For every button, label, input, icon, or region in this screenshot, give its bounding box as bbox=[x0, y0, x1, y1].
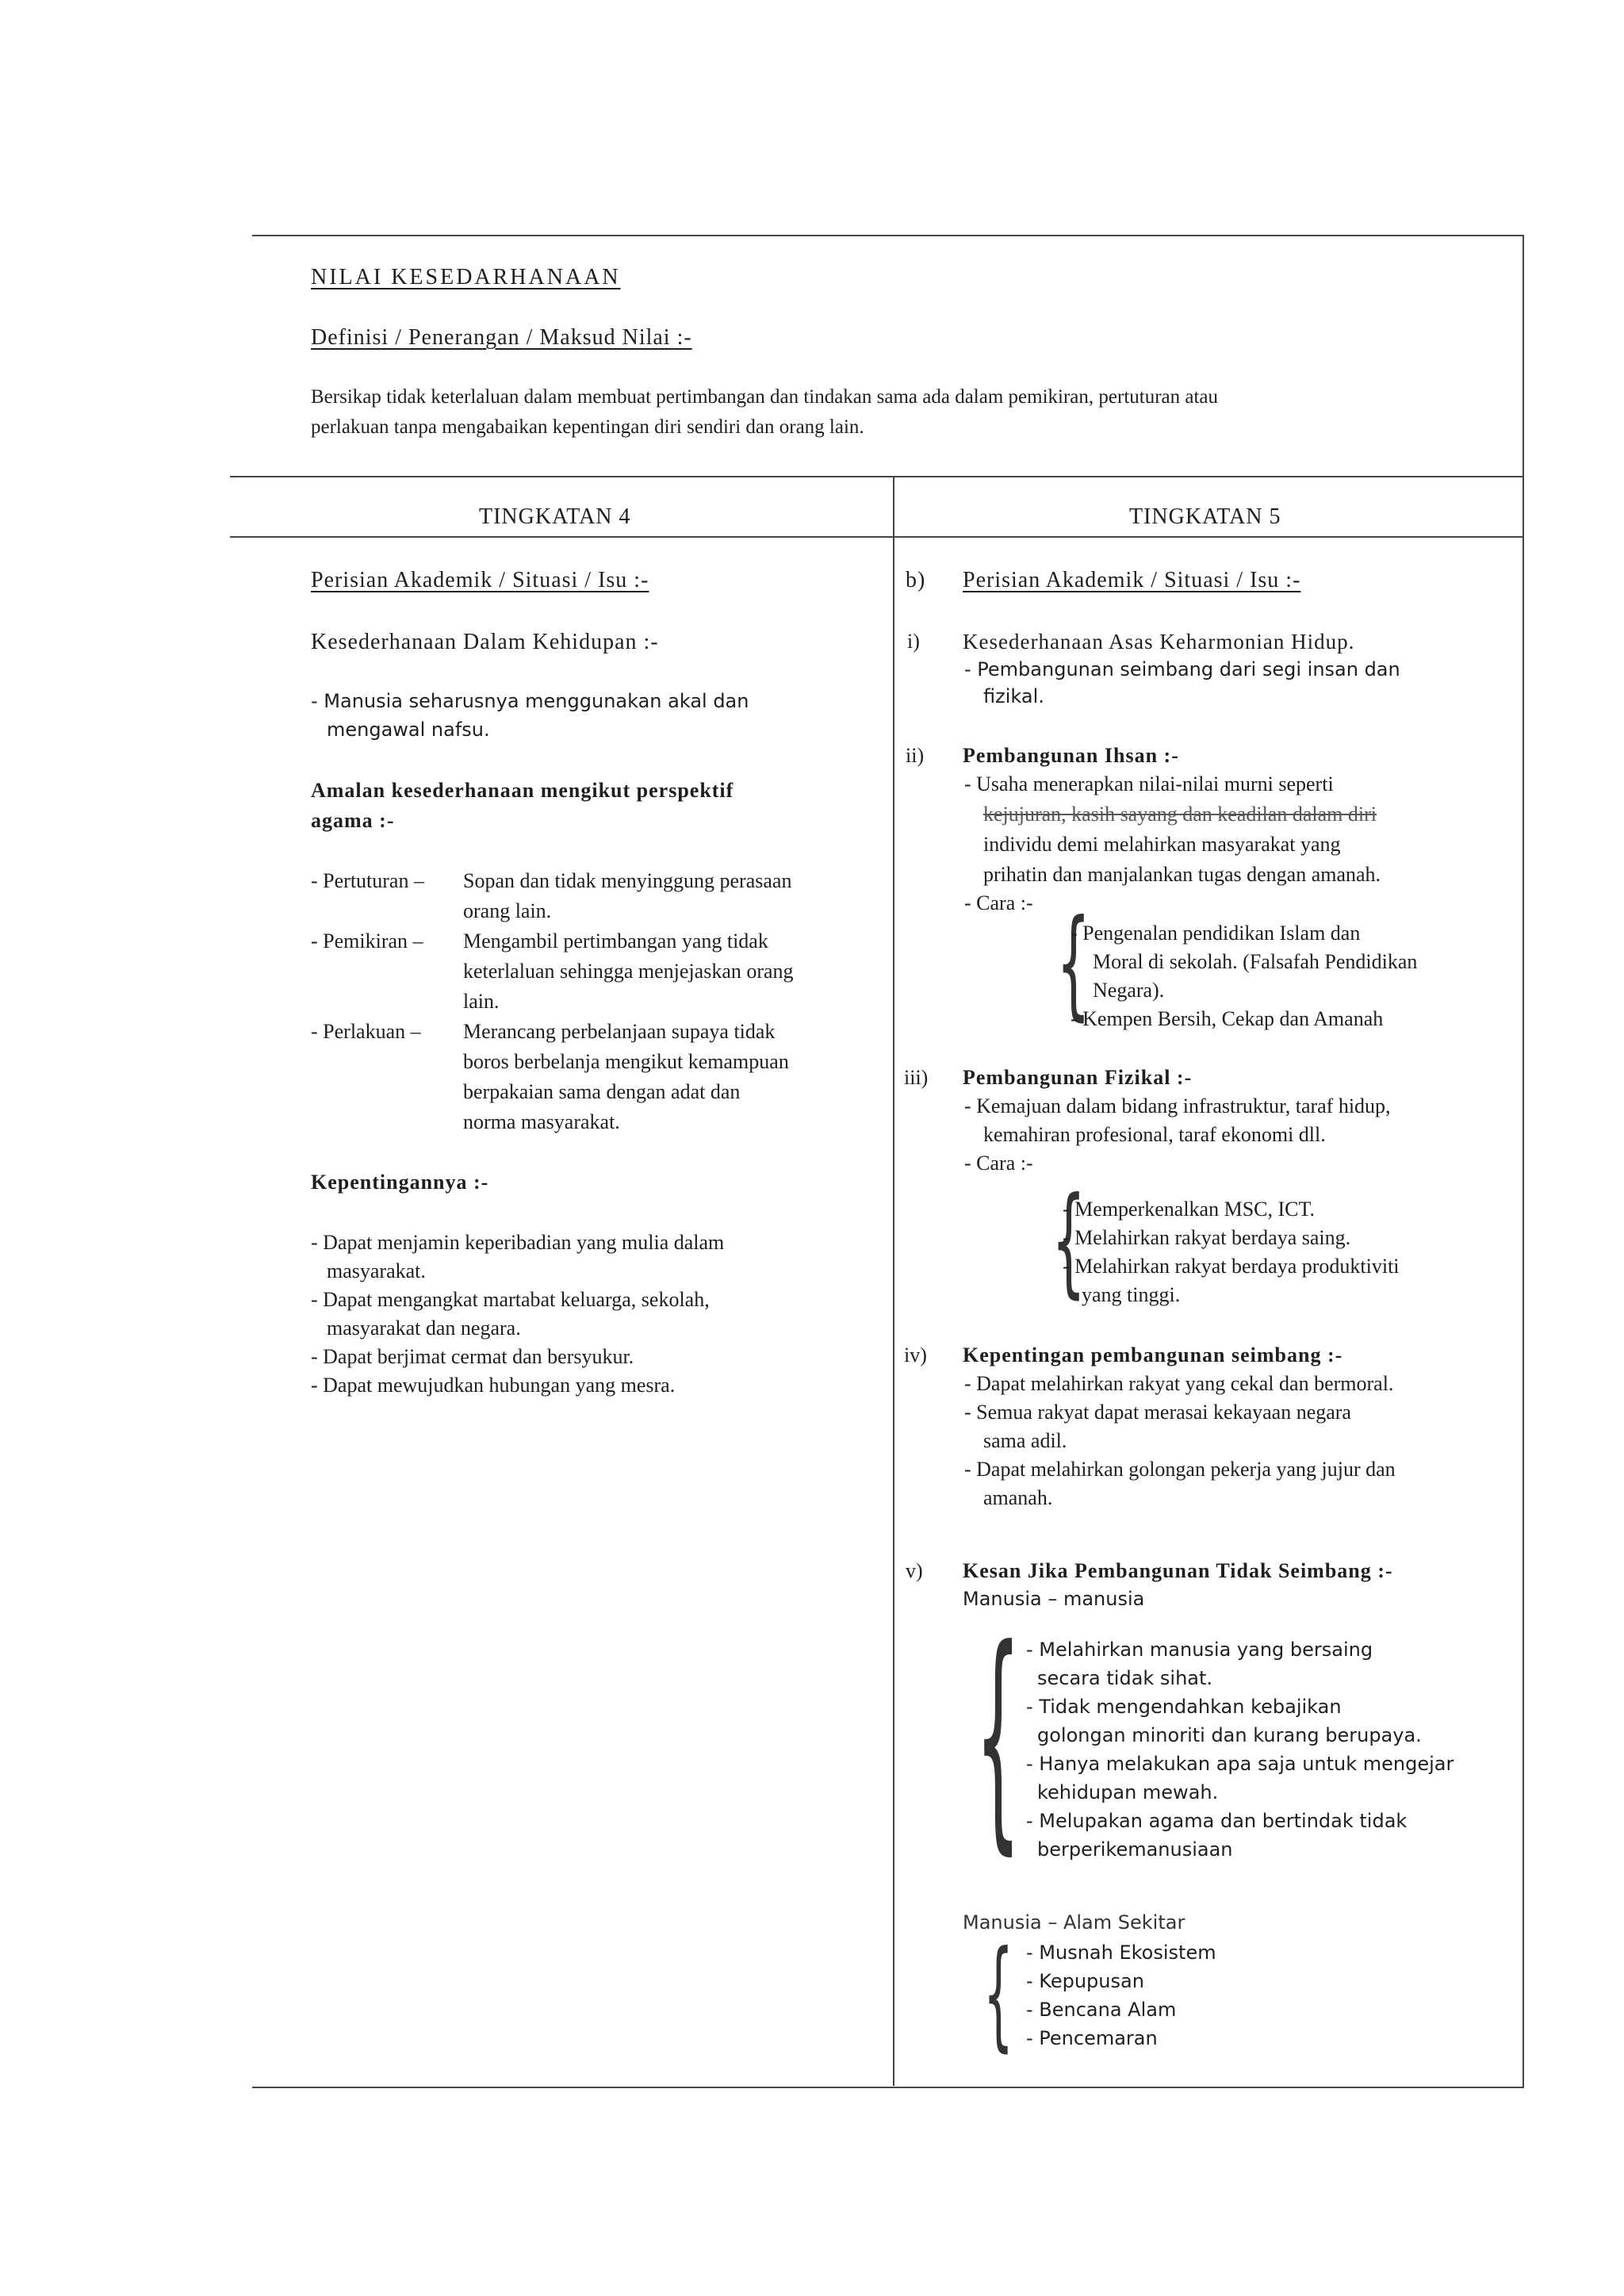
pemikiran-line: keterlaluan sehingga menjejaskan orang bbox=[463, 960, 794, 983]
item-ii-cara: Negara). bbox=[1093, 979, 1165, 1002]
brace-icon: { bbox=[975, 1598, 1021, 1875]
item-i-marker: i) bbox=[907, 630, 920, 653]
left-section-heading: Perisian Akademik / Situasi / Isu :- bbox=[311, 568, 649, 592]
item-ii-marker: ii) bbox=[906, 744, 925, 767]
column-divider bbox=[893, 476, 894, 2086]
item-v-heading: Kesan Jika Pembangunan Tidak Seimbang :- bbox=[963, 1559, 1393, 1582]
mm-item: secara tidak sihat. bbox=[1037, 1667, 1213, 1689]
mm-item: - Melupakan agama dan bertindak tidak bbox=[1026, 1810, 1408, 1832]
mm-item: golongan minoriti dan kurang berupaya. bbox=[1037, 1724, 1422, 1746]
item-iv-heading: Kepentingan pembangunan seimbang :- bbox=[963, 1343, 1343, 1366]
kepentingan-line: - Dapat menjamin keperibadian yang mulia dalam bbox=[311, 1231, 725, 1254]
pertuturan-line: orang lain. bbox=[463, 899, 552, 922]
brace-icon: { bbox=[1051, 1172, 1086, 1310]
perlakuan-line: Merancang perbelanjaan supaya tidak bbox=[463, 1020, 776, 1043]
item-v-marker: v) bbox=[906, 1559, 923, 1582]
amalan-heading: agama :- bbox=[311, 809, 395, 832]
item-ii-cara: - Pengenalan pendidikan Islam dan bbox=[1071, 922, 1361, 945]
item-iii-cara: yang tinggi. bbox=[1082, 1283, 1181, 1306]
item-ii-line: - Cara :- bbox=[964, 891, 1033, 914]
mm-item: - Hanya melakukan apa saja untuk mengejar bbox=[1026, 1753, 1454, 1775]
item-iv-marker: iv) bbox=[904, 1343, 927, 1366]
item-iii-line: - Cara :- bbox=[964, 1152, 1033, 1175]
item-ii-heading: Pembangunan Ihsan :- bbox=[963, 744, 1179, 767]
item-iii-line: - Kemajuan dalam bidang infrastruktur, taraf hidup, bbox=[964, 1094, 1391, 1117]
left-sub-heading: Kesederhanaan Dalam Kehidupan :- bbox=[311, 630, 659, 654]
amalan-heading: Amalan kesederhanaan mengikut perspektif bbox=[311, 779, 734, 802]
mm-item: - Melahirkan manusia yang bersaing bbox=[1026, 1639, 1373, 1661]
pemikiran-term: - Pemikiran – bbox=[311, 930, 423, 953]
kepentingan-line: - Dapat berjimat cermat dan bersyukur. bbox=[311, 1345, 634, 1368]
right-section-heading: Perisian Akademik / Situasi / Isu :- bbox=[963, 568, 1301, 592]
item-i-line: fizikal. bbox=[983, 685, 1044, 707]
perlakuan-line: norma masyarakat. bbox=[463, 1110, 620, 1133]
kepentingan-line: - Dapat mengangkat martabat keluarga, sekolah, bbox=[311, 1288, 710, 1311]
left-intro-line: mengawal nafsu. bbox=[327, 719, 490, 741]
item-ii-line: individu demi melahirkan masyarakat yang bbox=[983, 833, 1341, 856]
item-iii-cara: - Melahirkan rakyat berdaya produktiviti bbox=[1063, 1255, 1400, 1278]
item-ii-line: - Usaha menerapkan nilai-nilai murni seperti bbox=[964, 772, 1334, 795]
item-ii-cara: Moral di sekolah. (Falsafah Pendidikan bbox=[1093, 950, 1418, 973]
pertuturan-term: - Pertuturan – bbox=[311, 869, 424, 892]
item-i-heading: Kesederhanaan Asas Keharmonian Hidup. bbox=[963, 630, 1355, 654]
manusia-alam-label: Manusia – Alam Sekitar bbox=[963, 1911, 1185, 1934]
ma-item: - Kepupusan bbox=[1026, 1970, 1144, 1992]
left-intro-line: - Manusia seharusnya menggunakan akal dan bbox=[311, 690, 749, 712]
ma-item: - Musnah Ekosistem bbox=[1026, 1941, 1216, 1964]
brace-icon: { bbox=[983, 1926, 1014, 2064]
item-iii-line: kemahiran profesional, taraf ekonomi dll. bbox=[983, 1123, 1326, 1146]
item-iii-cara: - Melahirkan rakyat berdaya saing. bbox=[1063, 1226, 1351, 1249]
perlakuan-term: - Perlakuan – bbox=[311, 1020, 421, 1043]
doc-title: NILAI KESEDARHANAAN bbox=[311, 265, 621, 289]
item-iii-marker: iii) bbox=[904, 1066, 929, 1089]
definition-line-2: perlakuan tanpa mengabaikan kepentingan diri sendiri dan orang lain. bbox=[311, 416, 864, 438]
table-top-rule bbox=[230, 476, 1524, 477]
item-ii-line: prihatin dan manjalankan tugas dengan amanah. bbox=[983, 863, 1381, 886]
kepentingan-line: masyarakat dan negara. bbox=[327, 1317, 521, 1340]
item-ii-line: kejujuran, kasih sayang dan keadilan dalam diri bbox=[983, 803, 1377, 826]
definition-heading: Definisi / Penerangan / Maksud Nilai :- bbox=[311, 325, 692, 350]
manusia-manusia-label: Manusia – manusia bbox=[963, 1588, 1145, 1610]
ma-item: - Bencana Alam bbox=[1026, 1999, 1177, 2021]
item-i-line: - Pembangunan seimbang dari segi insan dan bbox=[964, 658, 1400, 680]
pemikiran-line: Mengambil pertimbangan yang tidak bbox=[463, 930, 768, 953]
ma-item: - Pencemaran bbox=[1026, 2027, 1158, 2049]
item-iii-heading: Pembangunan Fizikal :- bbox=[963, 1066, 1193, 1089]
item-iv-line: amanah. bbox=[983, 1486, 1053, 1509]
kepentingan-line: - Dapat mewujudkan hubungan yang mesra. bbox=[311, 1374, 676, 1397]
mm-item: berperikemanusiaan bbox=[1037, 1838, 1233, 1861]
b-marker: b) bbox=[906, 568, 926, 592]
item-iii-cara: - Memperkenalkan MSC, ICT. bbox=[1063, 1198, 1315, 1221]
kepentingan-line: masyarakat. bbox=[327, 1259, 426, 1282]
item-iv-line: - Dapat melahirkan rakyat yang cekal dan bermoral. bbox=[964, 1372, 1394, 1395]
perlakuan-line: boros berbelanja mengikut kemampuan bbox=[463, 1050, 789, 1073]
item-iv-line: - Dapat melahirkan golongan pekerja yang jujur dan bbox=[964, 1458, 1396, 1481]
kepentingan-heading: Kepentingannya :- bbox=[311, 1171, 489, 1194]
left-column-header: TINGKATAN 4 bbox=[479, 504, 631, 529]
definition-line-1: Bersikap tidak keterlaluan dalam membuat pertimbangan dan tindakan sama ada dalam pemikiran, pertuturan atau bbox=[311, 386, 1219, 408]
pemikiran-line: lain. bbox=[463, 990, 500, 1013]
pertuturan-line: Sopan dan tidak menyinggung perasaan bbox=[463, 869, 792, 892]
item-iv-line: sama adil. bbox=[983, 1429, 1067, 1452]
mm-item: - Tidak mengendahkan kebajikan bbox=[1026, 1696, 1342, 1718]
table-header-rule bbox=[230, 536, 1524, 538]
item-ii-cara: - Kempen Bersih, Cekap dan Amanah bbox=[1071, 1007, 1384, 1030]
perlakuan-line: berpakaian sama dengan adat dan bbox=[463, 1080, 741, 1103]
right-column-header: TINGKATAN 5 bbox=[1129, 504, 1281, 529]
item-iv-line: - Semua rakyat dapat merasai kekayaan negara bbox=[964, 1401, 1351, 1424]
mm-item: kehidupan mewah. bbox=[1037, 1781, 1219, 1803]
brace-icon: { bbox=[1056, 895, 1091, 1033]
